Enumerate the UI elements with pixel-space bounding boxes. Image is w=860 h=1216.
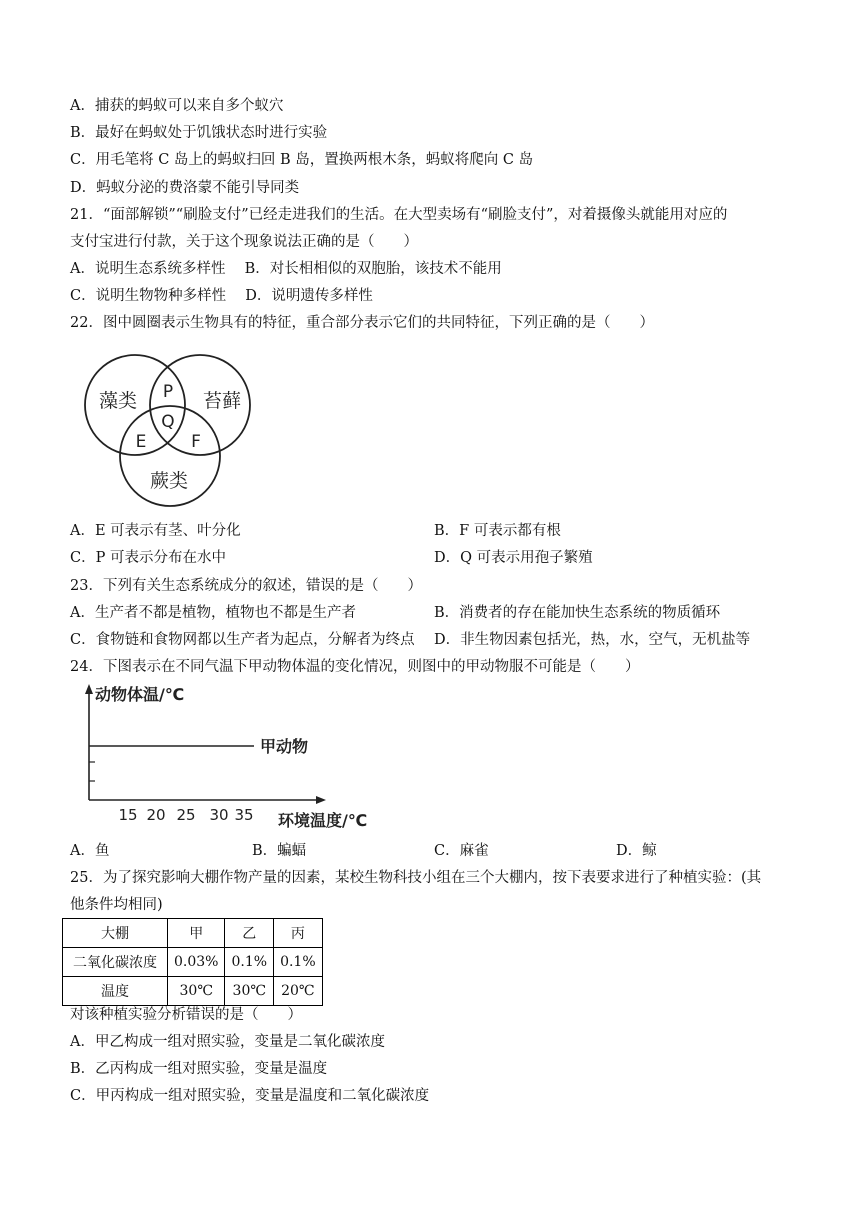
table-cell: 二氧化碳浓度	[63, 948, 168, 977]
x-tick-label: 30	[209, 806, 229, 824]
venn-label-e: E	[135, 432, 147, 452]
q20-option-b: B．最好在蚂蚁处于饥饿状态时进行实验	[70, 125, 328, 141]
x-tick-label: 20	[146, 806, 166, 824]
q25-stem-line1: 25．为了探究影响大棚作物产量的因素，某校生物科技小组在三个大棚内，按下表要求进行了种植实验：(其	[70, 870, 762, 886]
q23-stem: 23．下列有关生态系统成分的叙述，错误的是（ ）	[70, 578, 422, 594]
q25-option-c: C．甲丙构成一组对照实验，变量是温度和二氧化碳浓度	[70, 1088, 430, 1104]
table-cell: 0.03%	[168, 948, 225, 977]
temperature-graph	[60, 680, 390, 832]
q24-option-c: C．麻雀	[434, 843, 489, 859]
q22-stem: 22．图中圆圈表示生物具有的特征，重合部分表示它们的共同特征，下列正确的是（ ）	[70, 315, 654, 331]
table-row	[63, 948, 323, 977]
venn-label-f: F	[191, 432, 201, 452]
x-axis-arrow	[316, 796, 326, 804]
y-axis-arrow	[85, 684, 93, 694]
table-header-cell: 甲	[168, 919, 225, 948]
q24-stem: 24．下图表示在不同气温下甲动物体温的变化情况，则图中的甲动物服不可能是（ ）	[70, 659, 640, 675]
experiment-table	[62, 918, 323, 1006]
q21-stem-line1: 21．“面部解锁”“刷脸支付”已经走进我们的生活。在大型卖场有“刷脸支付”，对着摄像头就能用对应的	[70, 207, 728, 223]
table-header-row	[63, 919, 323, 948]
q22-option-a: A．E 可表示有茎、叶分化	[70, 523, 241, 539]
table-cell: 30℃	[168, 977, 225, 1006]
x-axis-label: 环境温度/℃	[278, 811, 368, 830]
q24-option-d: D．鲸	[616, 843, 657, 859]
table-cell: 20℃	[274, 977, 323, 1006]
x-tick-label: 25	[176, 806, 196, 824]
venn-diagram	[80, 350, 260, 510]
table-header-cell: 丙	[274, 919, 323, 948]
table-header-cell: 乙	[225, 919, 274, 948]
table-cell: 温度	[63, 977, 168, 1006]
q23-option-c: C．食物链和食物网都以生产者为起点，分解者为终点	[70, 632, 415, 648]
q23-option-d: D．非生物因素包括光，热，水，空气，无机盐等	[434, 632, 751, 648]
venn-label-q: Q	[161, 412, 175, 432]
q25-option-a: A．甲乙构成一组对照实验，变量是二氧化碳浓度	[70, 1034, 385, 1050]
venn-label-algae: 藻类	[98, 390, 138, 412]
q22-option-b: B．F 可表示都有根	[434, 523, 561, 539]
venn-label-moss: 苔藓	[202, 390, 242, 412]
q20-option-c: C．用毛笔将 C 岛上的蚂蚁扫回 B 岛，置换两根木条，蚂蚁将爬向 C 岛	[70, 152, 534, 168]
q21-options-cd: C．说明生物物种多样性 D．说明遗传多样性	[70, 288, 373, 304]
q25-ask: 对该种植实验分析错误的是（ ）	[70, 1007, 302, 1023]
q22-option-c: C．P 可表示分布在水中	[70, 550, 226, 566]
table-cell: 0.1%	[274, 948, 323, 977]
venn-label-fern: 蕨类	[149, 470, 189, 492]
x-tick-label: 35	[234, 806, 254, 824]
x-tick-label: 15	[118, 806, 138, 824]
q23-option-b: B．消费者的存在能加快生态系统的物质循环	[434, 605, 721, 621]
q20-option-d: D．蚂蚁分泌的费洛蒙不能引导同类	[70, 180, 300, 196]
q20-option-a: A．捕获的蚂蚁可以来自多个蚁穴	[70, 98, 284, 114]
table-row	[63, 977, 323, 1006]
q23-option-a: A．生产者不都是植物，植物也不都是生产者	[70, 605, 356, 621]
q24-option-b: B．蝙蝠	[252, 843, 307, 859]
q25-stem-line2: 他条件均相同)	[70, 897, 163, 913]
q22-option-d: D．Q 可表示用孢子繁殖	[434, 550, 593, 566]
q25-option-b: B．乙丙构成一组对照实验，变量是温度	[70, 1061, 328, 1077]
table-cell: 0.1%	[225, 948, 274, 977]
q21-options-ab: A．说明生态系统多样性 B．对长相相似的双胞胎，该技术不能用	[70, 261, 502, 277]
venn-label-p: P	[162, 382, 174, 402]
table-header-cell: 大棚	[63, 919, 168, 948]
y-axis-label: 动物体温/℃	[95, 685, 185, 704]
table-cell: 30℃	[225, 977, 274, 1006]
q24-option-a: A．鱼	[70, 843, 110, 859]
q21-stem-line2: 支付宝进行付款，关于这个现象说法正确的是（ ）	[70, 234, 418, 250]
line-label-animal: 甲动物	[260, 737, 309, 756]
